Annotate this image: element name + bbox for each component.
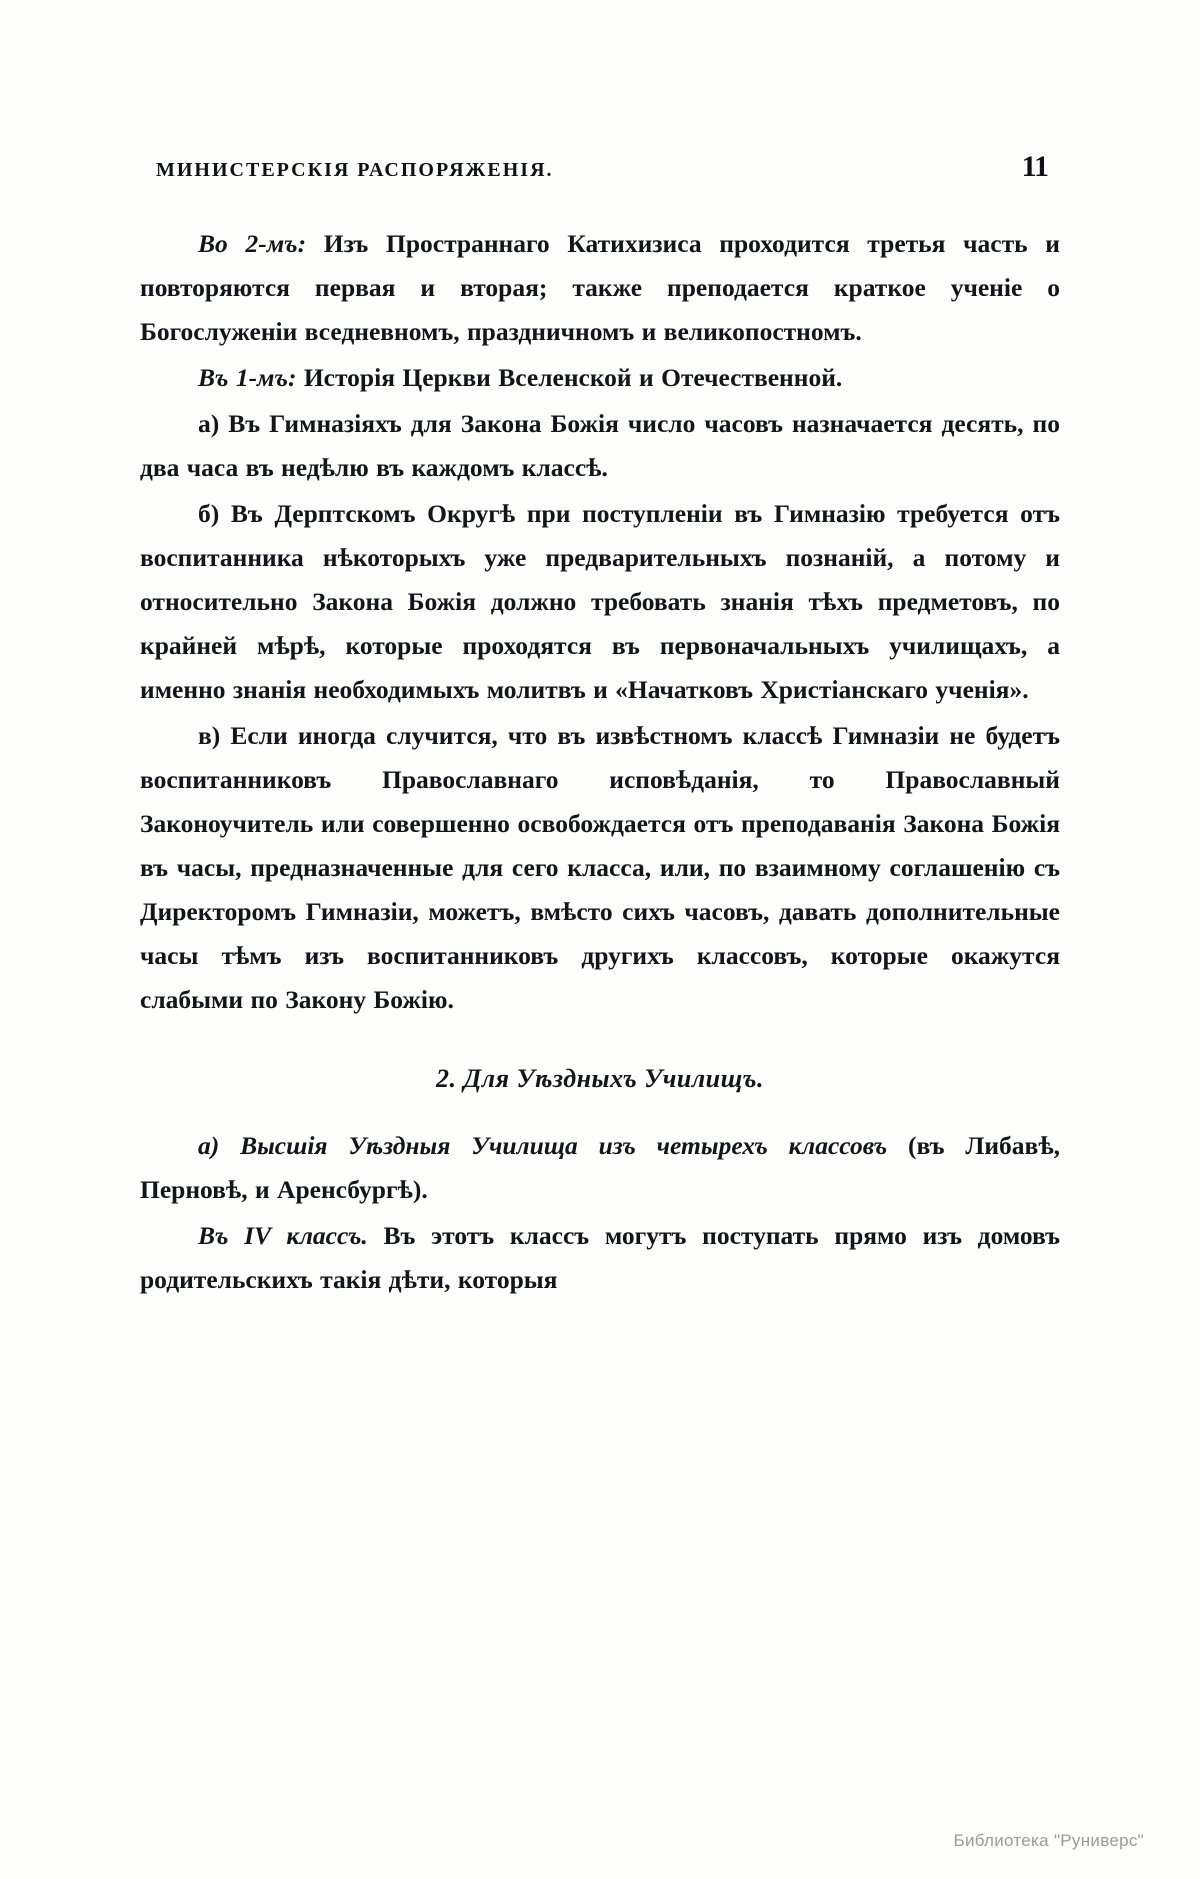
paragraph-text: Изъ Пространнаго Катихизиса проходится третья часть и повторяются первая и вторая; также преподается краткое ученіе о Богослуженіи вседневномъ, праздничномъ и великопостномъ.	[140, 229, 1060, 346]
paragraph	[140, 1124, 1060, 1212]
page-number: 11	[1021, 150, 1048, 183]
paragraph-text: Въ этотъ классъ могутъ поступать прямо изъ домовъ родительскихъ такія дѣти, которыя	[140, 1221, 1060, 1294]
paragraph-text: б) Въ Дерптскомъ Округѣ при поступленіи въ Гимназію требуется отъ воспитанника нѣкоторыхъ уже предварительныхъ познаній, а потому и относительно Закона Божія должно требовать знанія тѣхъ предметовъ, по крайней мѣрѣ, которые проходятся въ первоначальныхъ училищахъ, а именно знанія необходимыхъ молитвъ и «Начатковъ Христіанскаго ученія».	[140, 499, 1060, 704]
page-content	[140, 150, 1060, 1304]
paragraph-text: Исторія Церкви Вселенской и Отечественной.	[296, 363, 843, 392]
paragraph-lead: Въ IV классъ.	[198, 1221, 368, 1250]
paragraph-text: а) Въ Гимназіяхъ для Закона Божія число часовъ назначается десять, по два часа въ недѣлю въ каждомъ классѣ.	[140, 409, 1060, 482]
paragraph	[140, 356, 1060, 400]
paragraph	[140, 222, 1060, 354]
section-title: 2. Для Уѣздныхъ Училищъ.	[435, 1064, 764, 1093]
paragraph	[140, 492, 1060, 712]
paragraph-lead: Въ 1-мъ:	[198, 363, 297, 392]
paragraph	[140, 714, 1060, 1022]
paragraph	[140, 1214, 1060, 1302]
paragraph	[140, 402, 1060, 490]
page-header	[140, 150, 1060, 184]
library-watermark: Библиотека "Руниверс"	[953, 1831, 1144, 1850]
paragraph-lead: а) Высшія Уѣздныя Училища изъ четырехъ классовъ	[198, 1131, 888, 1160]
paragraph-lead: Во 2-мъ:	[198, 229, 307, 258]
running-head: МИНИСТЕРСКІЯ РАСПОРЯЖЕНІЯ.	[156, 159, 554, 181]
paragraph-text: (въ Либавѣ, Перновѣ, и Аренсбургѣ).	[140, 1131, 1060, 1204]
paragraph-text: в) Если иногда случится, что въ извѣстномъ классѣ Гимназіи не будетъ воспитанниковъ Православнаго исповѣданія, то Православный Законоучитель или совершенно освобождается отъ преподаванія Закона Божія въ часы, предназначенные для сего класса, или, по взаимному соглашенію съ Директоромъ Гимназіи, можетъ, вмѣсто сихъ часовъ, давать дополнительные часы тѣмъ изъ воспитанниковъ другихъ классовъ, которые окажутся слабыми по Закону Божію.	[140, 721, 1060, 1014]
